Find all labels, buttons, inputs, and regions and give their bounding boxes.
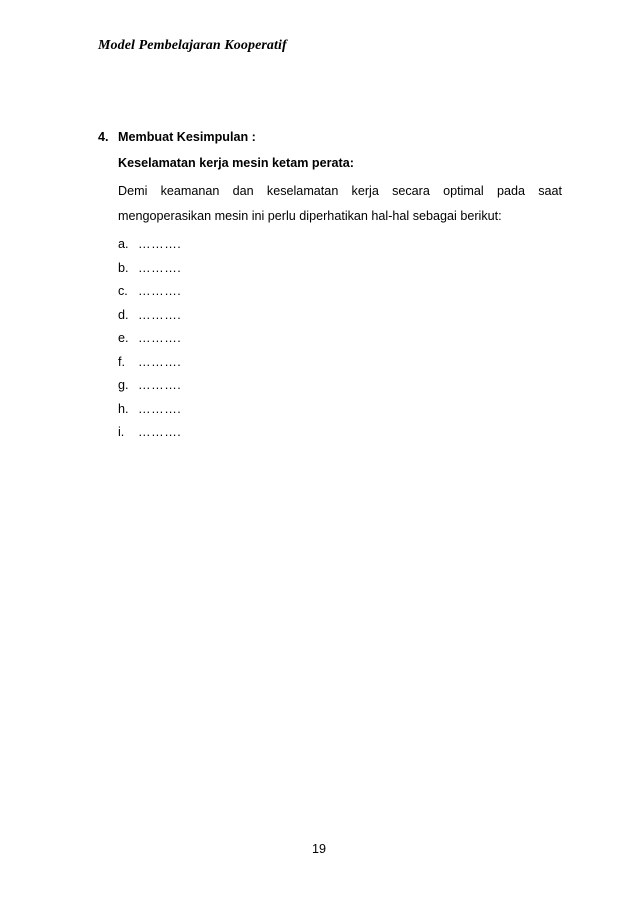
- list-marker: f.: [118, 354, 125, 369]
- list-item-text: ……….: [138, 401, 182, 416]
- list-marker: a.: [118, 237, 129, 251]
- list-item: [118, 351, 562, 375]
- list-item-text: ……….: [138, 260, 182, 275]
- section-heading-text: Membuat Kesimpulan :: [118, 130, 256, 144]
- list-marker: e.: [118, 331, 129, 345]
- list-item: [118, 421, 562, 445]
- list-item-text: ……….: [138, 378, 182, 392]
- section-heading: [98, 128, 562, 146]
- page-number: 19: [311, 842, 326, 856]
- list-item: [118, 304, 562, 328]
- list-item: [118, 280, 562, 304]
- checklist: [118, 233, 562, 445]
- list-item-text: ……….: [138, 331, 182, 345]
- document-body: [98, 128, 562, 445]
- section-number: 4.: [98, 130, 109, 144]
- list-item: [118, 327, 562, 351]
- paragraph: Demi keamanan dan keselamatan kerja secara optimal pada saat mengoperasikan mesin ini perlu diperhatikan hal-hal sebagai berikut:: [118, 184, 562, 223]
- list-item-text: ……….: [138, 284, 182, 298]
- list-item: [118, 233, 562, 257]
- page-header-title: Model Pembelajaran Kooperatif: [98, 38, 287, 53]
- list-marker: c.: [118, 284, 128, 298]
- list-item-text: ……….: [138, 307, 182, 322]
- list-item: [118, 257, 562, 281]
- list-item: [118, 374, 562, 398]
- list-item: [118, 398, 562, 422]
- list-marker: i.: [118, 425, 125, 439]
- list-marker: d.: [118, 307, 129, 322]
- list-item-text: ……….: [138, 237, 182, 251]
- list-marker: b.: [118, 260, 129, 275]
- list-marker: g.: [118, 378, 129, 392]
- list-item-text: ……….: [138, 354, 182, 369]
- subheading: Keselamatan kerja mesin ketam perata:: [118, 156, 354, 170]
- list-item-text: ……….: [138, 425, 182, 439]
- list-marker: h.: [118, 401, 129, 416]
